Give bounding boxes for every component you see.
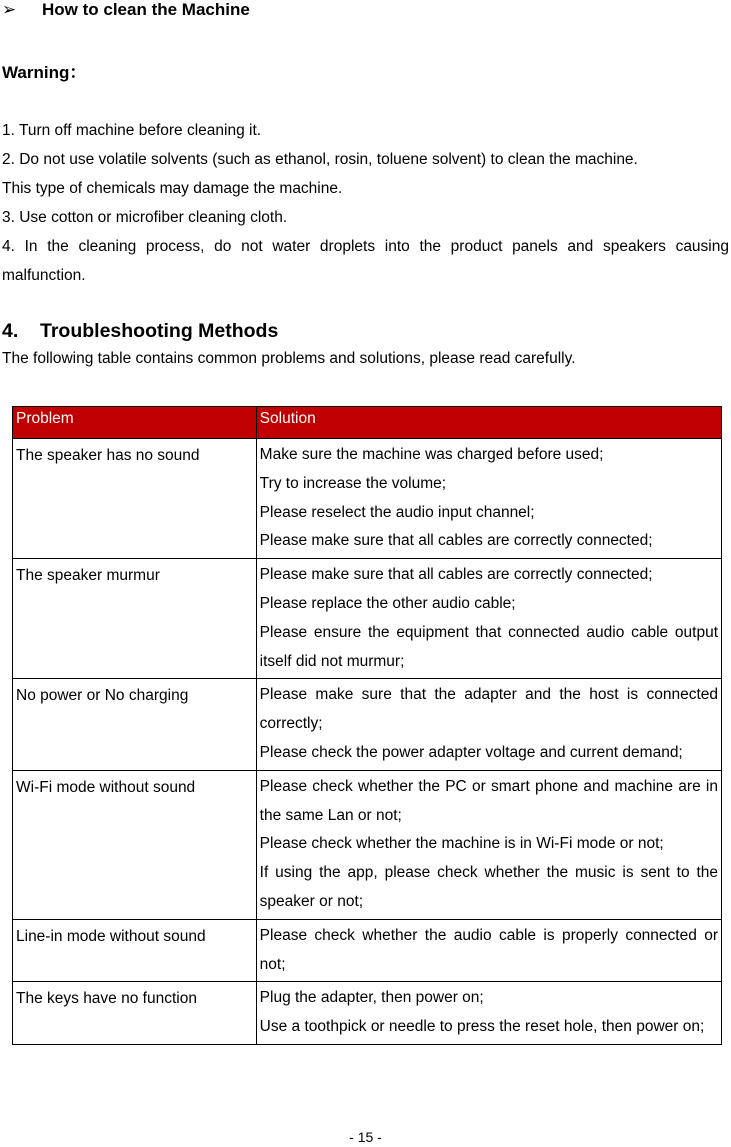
cleaning-step-1: 1. Turn off machine before cleaning it. <box>2 122 262 139</box>
table-row <box>13 770 722 919</box>
page-number: - 15 - <box>349 1129 382 1145</box>
solution-cell <box>256 919 721 982</box>
problem-cell: No power or No charging <box>13 679 257 770</box>
solution-line: Please check whether the PC or smart phone and machine are in the same Lan or not; <box>259 777 718 824</box>
cleaning-step-2-continued: This type of chemicals may damage the machine. <box>2 180 343 197</box>
solution-line: Use a toothpick or needle to press the reset hole, then power on; <box>259 1018 705 1036</box>
table-row <box>13 919 722 982</box>
problem-cell: The speaker has no sound <box>13 439 257 559</box>
solution-line: Please replace the other audio cable; <box>259 594 516 612</box>
table-header-row <box>13 407 722 439</box>
problem-cell: The speaker murmur <box>13 559 257 679</box>
cleaning-step-4: 4. In the cleaning process, do not water droplets into the product panels and speakers causing malfunction. <box>2 238 729 284</box>
problem-cell: The keys have no function <box>13 982 257 1045</box>
section-title-text: Troubleshooting Methods <box>40 320 279 342</box>
clean-heading-title: How to clean the Machine <box>42 0 250 19</box>
solution-cell <box>256 559 721 679</box>
table-row <box>13 982 722 1045</box>
table-row <box>13 559 722 679</box>
solution-cell <box>256 679 721 770</box>
solution-line: Please make sure that all cables are correctly connected; <box>259 566 653 584</box>
problem-cell: Line-in mode without sound <box>13 919 257 982</box>
solution-line: Please check the power adapter voltage and current demand; <box>259 743 683 761</box>
table-row <box>13 439 722 559</box>
solution-line: If using the app, please check whether the music is sent to the speaker or not; <box>259 864 718 910</box>
column-header-problem: Problem <box>13 407 257 439</box>
troubleshooting-table <box>12 406 722 1045</box>
section-intro: The following table contains common problems and solutions, please read carefully. <box>2 350 576 367</box>
solution-cell <box>256 770 721 919</box>
solution-line: Please make sure that all cables are correctly connected; <box>259 532 653 550</box>
column-header-solution: Solution <box>256 407 721 439</box>
arrow-bullet-icon: ➢ <box>2 0 17 19</box>
warning-label: Warning： <box>2 63 87 82</box>
solution-line: Please make sure that the adapter and the host is connected correctly; <box>259 686 718 733</box>
solution-line: Please check whether the machine is in Wi-Fi mode or not; <box>259 835 664 853</box>
solution-line: Please reselect the audio input channel; <box>259 503 535 521</box>
solution-line: Please ensure the equipment that connected audio cable output itself did not murmur; <box>259 623 718 670</box>
cleaning-step-2: 2. Do not use volatile solvents (such as ethanol, rosin, toluene solvent) to clean the machine. <box>2 151 638 168</box>
solution-cell <box>256 439 721 559</box>
section-number: 4. <box>2 320 19 342</box>
cleaning-step-3: 3. Use cotton or microfiber cleaning cloth. <box>2 209 288 226</box>
solution-line: Plug the adapter, then power on; <box>259 989 484 1007</box>
solution-cell <box>256 982 721 1045</box>
clean-heading <box>2 0 250 21</box>
solution-line: Try to increase the volume; <box>259 474 447 492</box>
table-row <box>13 679 722 770</box>
section-title <box>2 318 278 344</box>
cleaning-steps <box>2 116 729 290</box>
solution-line: Please check whether the audio cable is properly connected or not; <box>259 926 718 973</box>
problem-cell: Wi-Fi mode without sound <box>13 770 257 919</box>
solution-line: Make sure the machine was charged before used; <box>259 446 604 463</box>
